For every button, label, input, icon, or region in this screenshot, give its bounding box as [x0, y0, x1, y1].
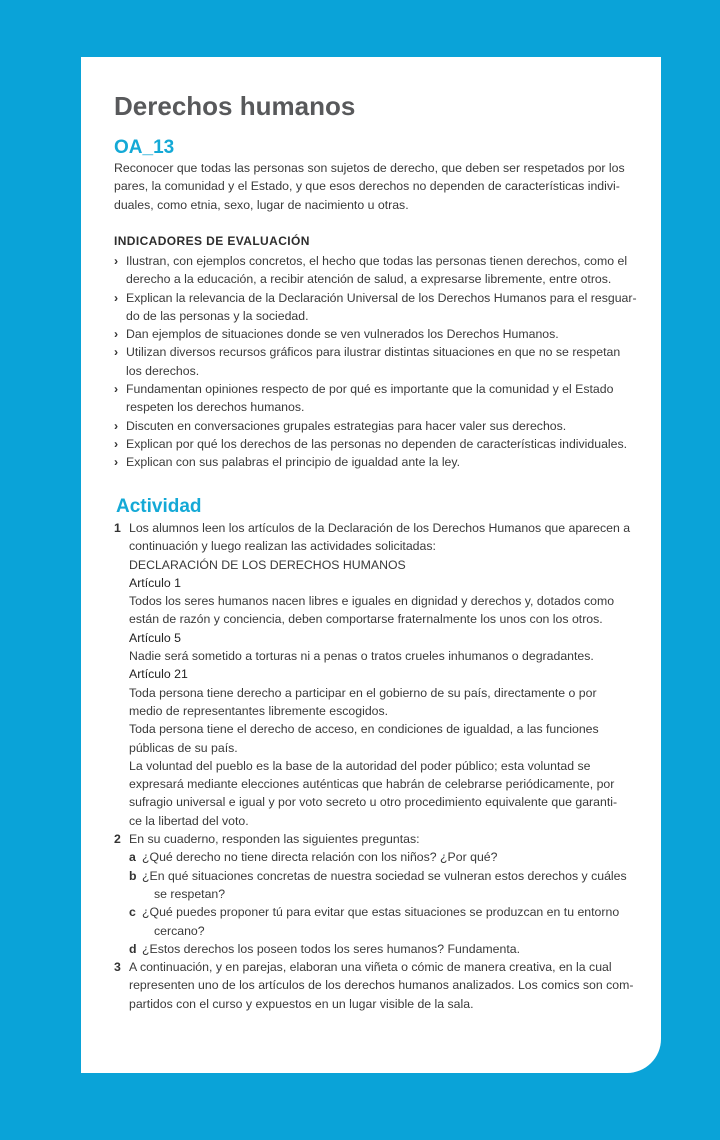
indicator-text-line: Explican con sus palabras el principio de igualdad ante la ley.: [126, 455, 461, 470]
activity-item-3: [114, 958, 659, 976]
article-text-line: medio de representantes libremente escogidos.: [129, 703, 389, 718]
item-text-line: En su cuaderno, responden las siguientes preguntas:: [129, 832, 420, 847]
article-5-title: Artículo 5: [129, 630, 181, 645]
indicator-text-line: Ilustran, con ejemplos concretos, el hecho que todas las personas tienen derechos, como el: [126, 254, 628, 268]
item-number: 3: [114, 960, 121, 975]
article-text-line: ce la libertad del voto.: [129, 813, 249, 828]
question-b: [114, 867, 659, 885]
question-text-line: ¿Qué puedes proponer tú para evitar que estas situaciones se produzcan en tu entorno: [142, 905, 620, 920]
indicator-item: [114, 325, 659, 343]
indicator-text-line: respeten los derechos humanos.: [126, 400, 305, 415]
question-text-line: ¿Estos derechos los poseen todos los seres humanos? Fundamenta.: [142, 941, 521, 956]
indicator-item: [114, 380, 659, 417]
question-text-line: se respetan?: [154, 886, 226, 901]
question-letter: a: [129, 850, 136, 865]
question-d: [114, 940, 659, 958]
indicator-item: [114, 343, 659, 380]
declaration-heading: DECLARACIÓN DE LOS DERECHOS HUMANOS: [129, 557, 406, 572]
document-page: [81, 57, 661, 1073]
item-text-line: Los alumnos leen los artículos de la Declaración de los Derechos Humanos que aparecen a: [129, 521, 631, 535]
indicator-text-line: Discuten en conversaciones grupales estrategias para hacer valer sus derechos.: [126, 418, 567, 433]
item-text-line: representen uno de los artículos de los derechos humanos analizados. Los comics son com-: [129, 978, 634, 993]
item-number: 2: [114, 832, 121, 847]
article-text-line: Todos los seres humanos nacen libres e iguales en dignidad y derechos y, dotados como: [129, 594, 615, 609]
question-letter: d: [129, 941, 137, 956]
indicator-text-line: los derechos.: [126, 363, 200, 378]
question-letter: c: [129, 905, 136, 920]
question-a: [114, 848, 659, 866]
question-text-line: ¿En qué situaciones concretas de nuestra sociedad se vulneran estos derechos y cuáles: [142, 868, 627, 883]
indicator-item: [114, 289, 659, 326]
indicator-text-line: Dan ejemplos de situaciones donde se ven vulnerados los Derechos Humanos.: [126, 327, 559, 342]
indicator-text-line: Explican por qué los derechos de las personas no dependen de características individuales.: [126, 436, 628, 451]
article-text-line: expresará mediante elecciones auténticas que habrán de celebrarse periódicamente, por: [129, 777, 615, 792]
chevron-right-icon: ›: [114, 382, 119, 397]
question-text-line: cercano?: [154, 923, 205, 938]
activity-item-2: [114, 830, 659, 848]
oa-text-line: Reconocer que todas las personas son sujetos de derecho, que deben ser respetados por los: [114, 161, 625, 175]
article-text-line: están de razón y conciencia, deben comportarse fraternalmente los unos con los otros.: [129, 612, 603, 627]
article-text-line: sufragio universal e igual y por voto secreto u otro procedimiento equivalente que garanti-: [129, 795, 618, 810]
chevron-right-icon: ›: [114, 455, 119, 470]
chevron-right-icon: ›: [114, 345, 119, 360]
chevron-right-icon: ›: [114, 254, 119, 268]
article-text-line: Nadie será sometido a torturas ni a penas o tratos crueles inhumanos o degradantes.: [129, 649, 594, 664]
indicator-text-line: Explican la relevancia de la Declaración Universal de los Derechos Humanos para el resguar-: [126, 290, 637, 305]
chevron-right-icon: ›: [114, 290, 119, 305]
article-text-line: Toda persona tiene el derecho de acceso, en condiciones de igualdad, a las funciones: [129, 722, 599, 737]
indicator-item: [114, 252, 659, 289]
article-21-title: Artículo 21: [129, 667, 188, 682]
indicators-heading: INDICADORES DE EVALUACIÓN: [114, 234, 310, 248]
item-text-line: continuación y luego realizan las actividades solicitadas:: [129, 539, 436, 554]
indicator-text-line: derecho a la educación, a recibir atención de salud, a expresarse libremente, entre otros.: [126, 272, 612, 287]
question-letter: b: [129, 868, 137, 883]
article-text-line: públicas de su país.: [129, 740, 238, 755]
indicator-text-line: Fundamentan opiniones respecto de por qué es importante que la comunidad y el Estado: [126, 382, 614, 397]
oa-text-line: duales, como etnia, sexo, lugar de nacimiento u otras.: [114, 197, 409, 212]
item-number: 1: [114, 521, 121, 535]
activity-heading: Actividad: [116, 496, 202, 517]
activity-item-1: [114, 519, 659, 537]
indicators-list: [114, 252, 659, 472]
indicator-item: [114, 453, 659, 471]
item-text-line: partidos con el curso y expuestos en un lugar visible de la sala.: [129, 996, 474, 1011]
page-title: Derechos humanos: [114, 91, 356, 121]
indicator-item: [114, 417, 659, 435]
oa-description: [114, 159, 659, 214]
oa-text-line: pares, la comunidad y el Estado, y que esos derechos no dependen de características indivi-: [114, 179, 620, 194]
question-text-line: ¿Qué derecho no tiene directa relación con los niños? ¿Por qué?: [142, 850, 498, 865]
activity-body: [114, 519, 659, 1013]
question-c: [114, 903, 659, 921]
chevron-right-icon: ›: [114, 327, 119, 342]
indicator-text-line: do de las personas y la sociedad.: [126, 308, 309, 323]
indicator-text-line: Utilizan diversos recursos gráficos para ilustrar distintas situaciones en que no se respetan: [126, 345, 621, 360]
item-text-line: A continuación, y en parejas, elaboran una viñeta o cómic de manera creativa, en la cual: [129, 960, 612, 975]
oa-code: OA_13: [114, 137, 175, 158]
article-text-line: Toda persona tiene derecho a participar en el gobierno de su país, directamente o por: [129, 685, 597, 700]
indicator-item: [114, 435, 659, 453]
chevron-right-icon: ›: [114, 418, 119, 433]
article-1-title: Artículo 1: [129, 575, 181, 590]
article-text-line: La voluntad del pueblo es la base de la autoridad del poder público; esta voluntad se: [129, 758, 591, 773]
chevron-right-icon: ›: [114, 436, 119, 451]
